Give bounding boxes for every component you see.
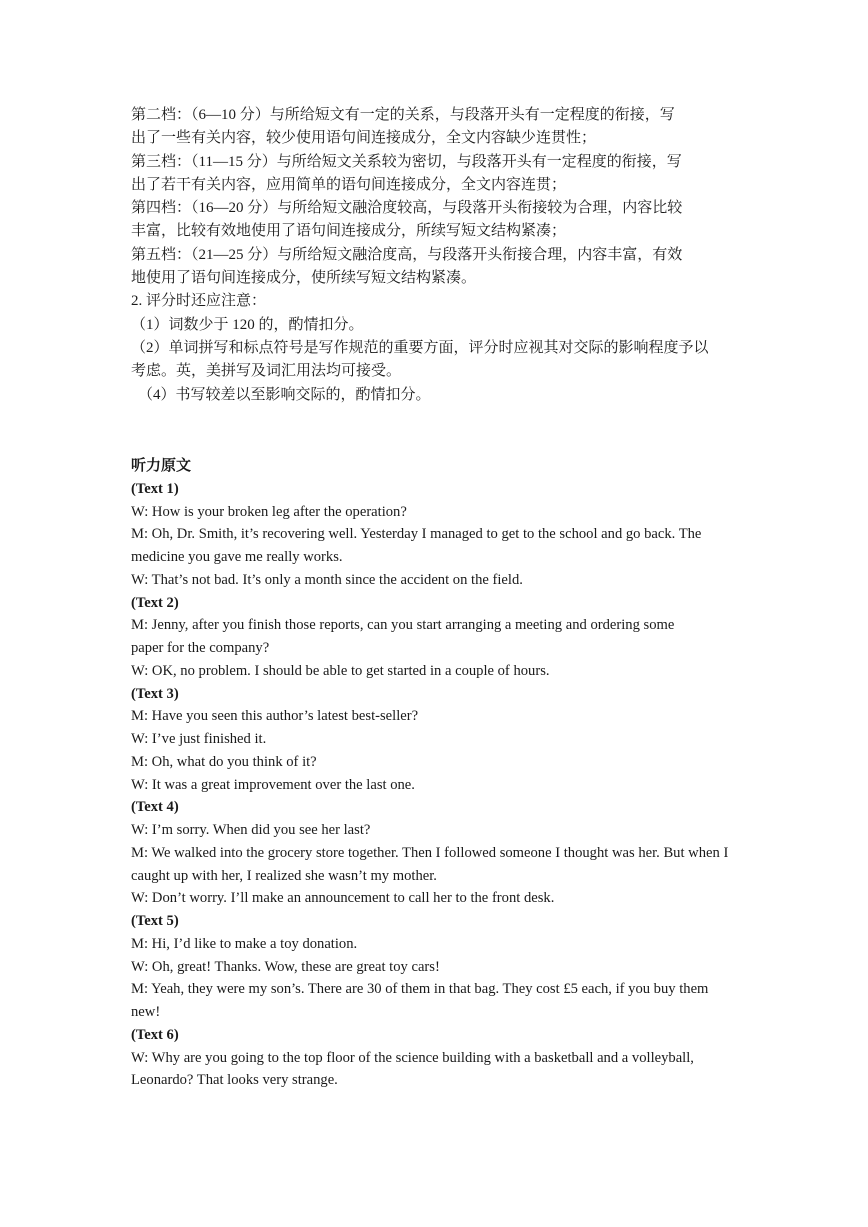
note-line: （4）书写较差以至影响交际的，酌情扣分。 — [138, 386, 431, 403]
dialogue-line: medicine you gave me really works. — [131, 549, 343, 565]
dialogue-line: W: OK, no problem. I should be able to get started in a couple of hours. — [131, 662, 550, 679]
dialogue-line: W: Don’t worry. I’ll make an announcement to call her to the front desk. — [131, 890, 555, 907]
dialogue-line: M: Jenny, after you finish those reports, can you start arranging a meeting and ordering some — [131, 617, 675, 634]
dialogue-line: W: How is your broken leg after the operation? — [131, 503, 407, 520]
dialogue-line: W: Oh, great! Thanks. Wow, these are great toy cars! — [131, 958, 440, 975]
text-label: (Text 2) — [131, 594, 179, 611]
dialogue-line: W: I’m sorry. When did you see her last? — [131, 822, 371, 838]
grading-line: 第二档：（6—10 分）与所给短文有一定的关系，与段落开头有一定程度的衔接，写 — [131, 107, 675, 123]
text-label: (Text 3) — [131, 685, 179, 702]
transcript-title: 听力原文 — [131, 458, 192, 474]
dialogue-line: paper for the company? — [131, 640, 270, 656]
grading-criteria — [131, 104, 731, 407]
dialogue-line: W: It was a great improvement over the last one. — [131, 776, 415, 793]
notes-title: 2. 评分时还应注意： — [131, 293, 267, 310]
text-label: (Text 5) — [131, 913, 179, 929]
grading-line: 第三档：（11—15 分）与所给短文关系较为密切，与段落开头有一定程度的衔接，写 — [131, 153, 682, 170]
dialogue-line: caught up with her, I realized she wasn’t my mother. — [131, 867, 437, 884]
dialogue-line: M: Oh, Dr. Smith, it’s recovering well. Yesterday I managed to get to the school and go back. The — [131, 526, 702, 543]
dialogue-line: M: Have you seen this author’s latest best-seller? — [131, 708, 419, 725]
dialogue-line: W: I’ve just finished it. — [131, 731, 267, 747]
dialogue-line: W: That’s not bad. It’s only a month since the accident on the field. — [131, 571, 523, 588]
dialogue-line: M: Oh, what do you think of it? — [131, 753, 317, 770]
dialogue-line: M: We walked into the grocery store together. Then I followed someone I thought was her. But when I — [131, 844, 729, 861]
note-line: （2）单词拼写和标点符号是写作规范的重要方面，评分时应视其对交际的影响程度予以 — [131, 339, 709, 356]
dialogue-line: W: Why are you going to the top floor of the science building with a basketball and a volleyball, — [131, 1049, 694, 1066]
grading-line: 出了若干有关内容，应用简单的语句间连接成分，全文内容连贯； — [131, 176, 567, 193]
dialogue-line: new! — [131, 1004, 161, 1020]
dialogue-line: Leonardo? That looks very strange. — [131, 1072, 338, 1089]
text-label: (Text 1) — [131, 480, 179, 497]
dialogue-line: M: Yeah, they were my son’s. There are 30 of them in that bag. They cost £5 each, if you buy them — [131, 981, 709, 998]
grading-line: 第五档：（21—25 分）与所给短文融洽度高，与段落开头衔接合理，内容丰富，有效 — [131, 246, 683, 263]
note-line: （1）词数少于 120 的，酌情扣分。 — [131, 316, 364, 333]
text-label: (Text 4) — [131, 799, 179, 816]
grading-line: 第四档：（16—20 分）与所给短文融洽度较高，与段落开头衔接较为合理，内容比较 — [131, 200, 683, 217]
grading-line: 地使用了语句间连接成分，使所续写短文结构紧凑。 — [131, 270, 477, 287]
grading-line: 出了一些有关内容，较少使用语句间连接成分，全文内容缺少连贯性； — [131, 130, 597, 147]
text-label: (Text 6) — [131, 1026, 179, 1043]
note-line: 考虑。英，美拼写及词汇用法均可接受。 — [131, 363, 402, 380]
dialogue-line: M: Hi, I’d like to make a toy donation. — [131, 935, 358, 952]
grading-line: 丰富，比较有效地使用了语句间连接成分，所续写短文结构紧凑； — [131, 223, 567, 240]
listening-transcript — [131, 455, 741, 1092]
